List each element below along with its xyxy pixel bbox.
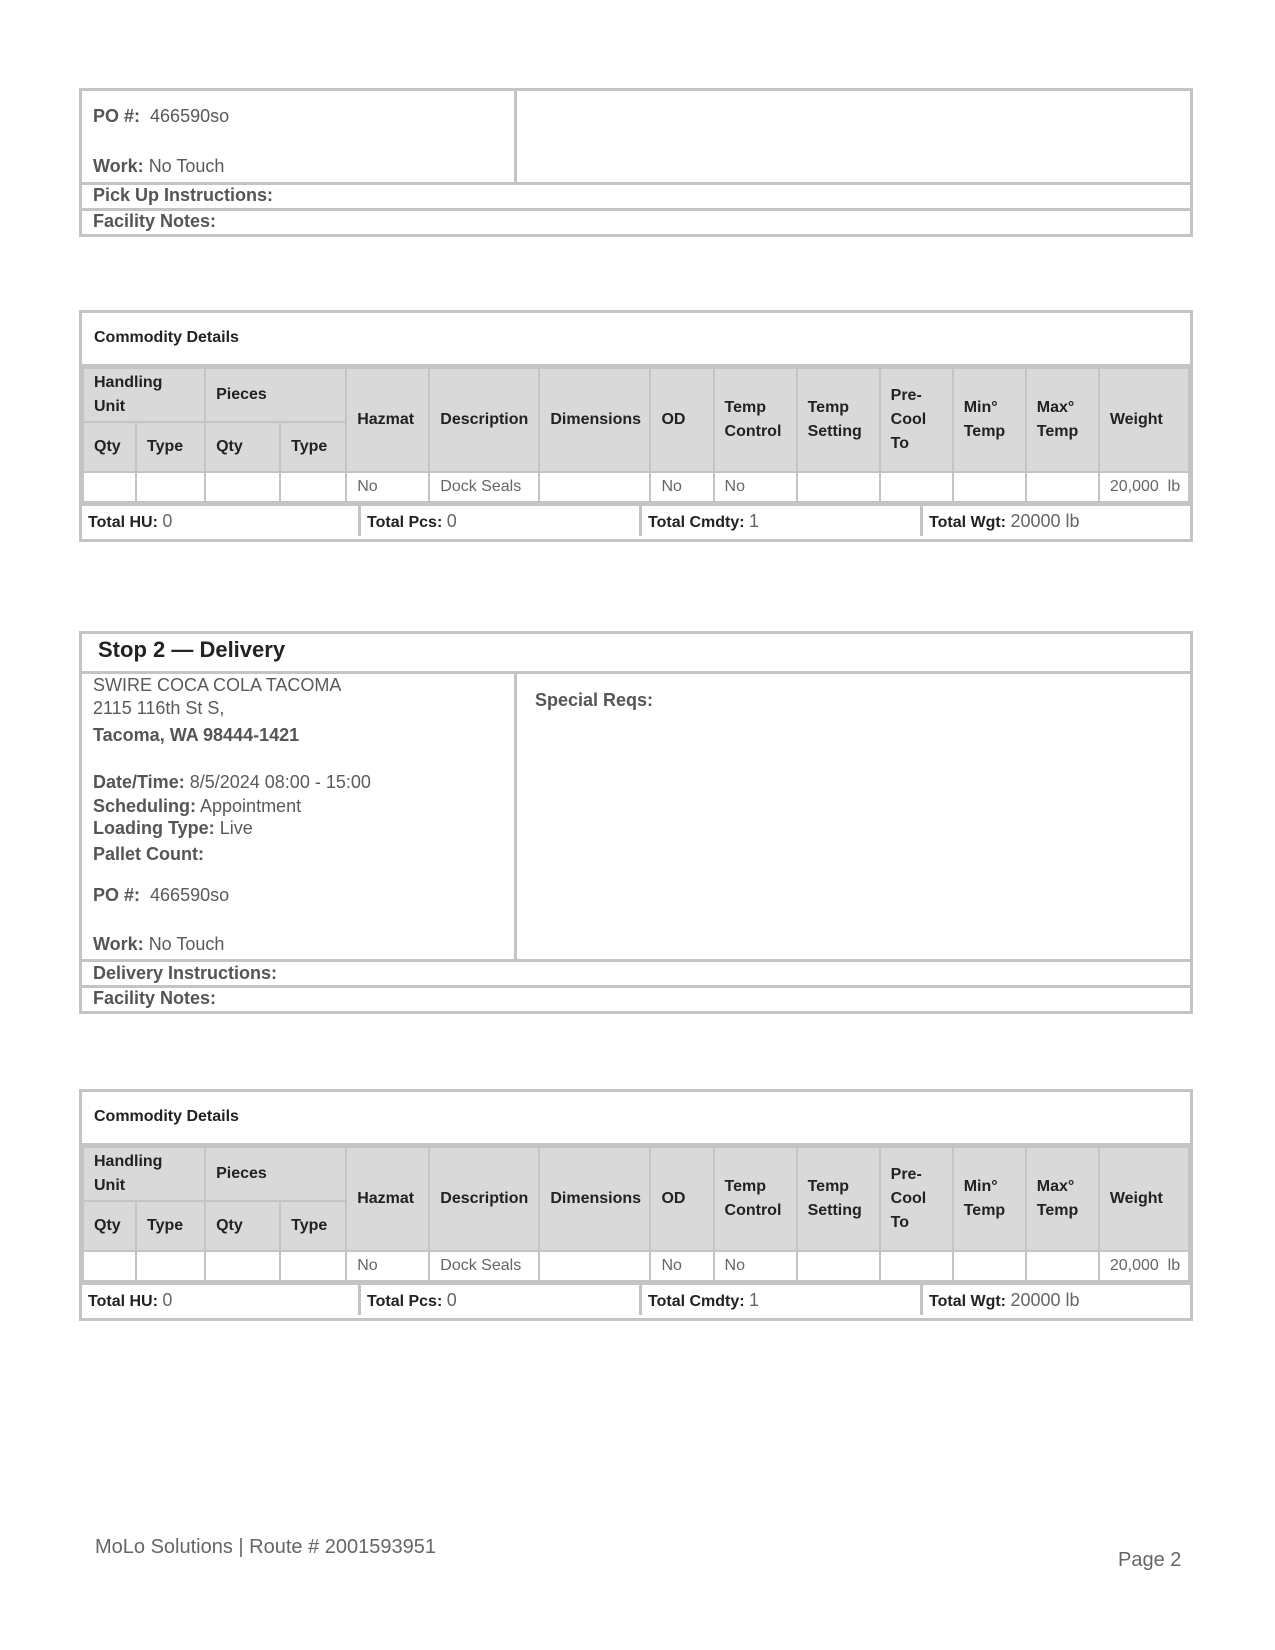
header-text: Max° [1036,399,1075,416]
cell-max-temp [1026,472,1099,502]
total-pcs-value: 0 [446,1290,457,1310]
header-hazmat: Hazmat [346,1147,429,1251]
header-text: Max° [1036,1178,1075,1195]
cell-temp-control: No [714,472,797,502]
header-text: Control [724,423,782,440]
header-text: Pre- [890,1166,922,1183]
header-temp-setting [797,1147,880,1251]
stop1-work [93,156,224,177]
cell-pc-qty [205,1251,280,1281]
scheduling-label: Scheduling: [93,796,196,816]
cell-dimensions [539,1251,650,1281]
stop2-address: 2115 116th St S, [93,698,225,718]
header-hu-qty: Qty [83,1201,136,1251]
total-cmdty-value: 1 [749,1290,760,1310]
cell-dimensions [539,472,650,502]
pickup-instructions-label: Pick Up Instructions: [93,185,274,205]
loading-label: Loading Type: [93,818,215,838]
total-cmdty-value: 1 [749,511,760,531]
header-text: To [890,435,909,452]
stop2-city-state-zip: Tacoma, WA 98444-1421 [93,725,300,745]
header-text: Cool [890,411,927,428]
cell-description: Dock Seals [429,472,539,502]
cell-pc-qty [205,472,280,502]
total-hu [82,1285,358,1315]
loading-value: Live [219,818,253,838]
cell-weight: 20,000 lb [1099,472,1189,502]
header-pieces: Pieces [205,368,346,422]
header-pc-type: Type [280,422,346,472]
total-wgt [920,1285,1190,1315]
header-hazmat: Hazmat [346,368,429,472]
special-reqs-label: Special Reqs: [535,690,654,710]
header-text: Control [724,1202,782,1219]
total-hu [82,506,358,536]
header-text: Temp [724,1178,766,1195]
total-pcs [358,506,639,536]
cell-hu-type [136,1251,205,1281]
total-wgt-label: Total Wgt: [929,1293,1007,1310]
cell-min-temp [953,472,1026,502]
header-text: Setting [807,1202,862,1219]
datetime-value: 8/5/2024 08:00 - 15:00 [189,772,371,792]
work-value: No Touch [148,156,225,176]
header-pc-qty: Qty [205,1201,280,1251]
stop2-title-divider [79,671,1193,674]
total-hu-value: 0 [162,511,173,531]
work-label: Work: [93,934,144,954]
header-text: Temp [963,423,1006,440]
header-text: Min° [963,399,998,416]
cell-hu-qty [83,472,136,502]
total-wgt-label: Total Wgt: [929,514,1007,531]
delivery-instructions-label: Delivery Instructions: [93,963,278,983]
total-wgt [920,506,1190,536]
header-text: Temp [1036,1202,1079,1219]
total-wgt-value: 20000 lb [1010,1290,1080,1310]
header-weight: Weight [1099,368,1189,472]
header-dimensions: Dimensions [539,368,650,472]
commodity-grid [82,367,1190,503]
commodity-table-2 [79,1089,1193,1321]
work-value: No Touch [148,934,225,954]
header-text: Temp [807,1178,850,1195]
header-max-temp [1026,368,1099,472]
cell-min-temp [953,1251,1026,1281]
stop1-divider-2 [79,208,1193,211]
total-cmdty-label: Total Cmdty: [648,514,745,531]
cell-precool [880,1251,953,1281]
total-pcs [358,1285,639,1315]
stop2-title: Stop 2 — Delivery [98,637,286,662]
facility-notes-label: Facility Notes: [93,988,217,1008]
cell-temp-setting [797,1251,880,1281]
header-weight: Weight [1099,1147,1189,1251]
facility-notes-label: Facility Notes: [93,211,217,231]
header-pc-qty: Qty [205,422,280,472]
header-handling-unit: Handling Unit [83,368,205,422]
header-text: Min° [963,1178,998,1195]
total-hu-label: Total HU: [88,514,158,531]
pallet-count-label: Pallet Count: [93,844,204,864]
commodity-table-1 [79,310,1193,542]
cell-hazmat: No [346,472,429,502]
header-precool [880,368,953,472]
cell-pc-type [280,1251,346,1281]
cell-precool [880,472,953,502]
po-value: 466590so [150,106,230,126]
stop2-scheduling [93,796,301,817]
cell-od: No [650,1251,713,1281]
po-value: 466590so [150,885,230,905]
stop2-column-divider [514,671,517,961]
header-description: Description [429,1147,539,1251]
header-pieces: Pieces [205,1147,346,1201]
header-text: Temp [1036,423,1079,440]
cell-description: Dock Seals [429,1251,539,1281]
po-label: PO #: [93,106,141,126]
cell-hazmat: No [346,1251,429,1281]
header-min-temp [953,368,1026,472]
cell-weight: 20,000 lb [1099,1251,1189,1281]
datetime-label: Date/Time: [93,772,185,792]
total-hu-value: 0 [162,1290,173,1310]
stop2-company: SWIRE COCA COLA TACOMA [93,675,342,695]
header-od: OD [650,368,713,472]
cell-hu-type [136,472,205,502]
stop2-work [93,934,224,955]
header-text: Setting [807,423,862,440]
total-wgt-value: 20000 lb [1010,511,1080,531]
cell-pc-type [280,472,346,502]
header-od: OD [650,1147,713,1251]
header-text: Temp [963,1202,1006,1219]
po-label: PO #: [93,885,141,905]
header-precool [880,1147,953,1251]
total-cmdty [639,506,920,536]
header-dimensions: Dimensions [539,1147,650,1251]
totals-row [82,503,1190,536]
page-number: Page 2 [1118,1549,1182,1571]
total-hu-label: Total HU: [88,1293,158,1310]
cell-temp-setting [797,472,880,502]
work-label: Work: [93,156,144,176]
scheduling-value: Appointment [200,796,302,816]
total-pcs-label: Total Pcs: [367,1293,443,1310]
header-hu-type: Type [136,422,205,472]
total-cmdty-label: Total Cmdty: [648,1293,745,1310]
cell-od: No [650,472,713,502]
stop1-column-divider [514,88,517,184]
commodity-details-title: Commodity Details [82,313,1190,367]
total-pcs-label: Total Pcs: [367,514,443,531]
header-handling-unit: Handling Unit [83,1147,205,1201]
totals-row [82,1282,1190,1315]
commodity-details-title: Commodity Details [82,1092,1190,1146]
header-text: Cool [890,1190,927,1207]
header-temp-control [714,368,797,472]
header-hu-type: Type [136,1201,205,1251]
stop2-divider-2 [79,985,1193,988]
table-row [83,472,1189,502]
stop2-po [93,885,229,906]
stop2-datetime [93,772,371,793]
header-min-temp [953,1147,1026,1251]
header-temp-setting [797,368,880,472]
stop1-info-box [79,88,1193,237]
cell-hu-qty [83,1251,136,1281]
header-hu-qty: Qty [83,422,136,472]
commodity-grid [82,1146,1190,1282]
header-max-temp [1026,1147,1099,1251]
total-cmdty [639,1285,920,1315]
header-text: Temp [807,399,850,416]
footer-route: MoLo Solutions | Route # 2001593951 [95,1536,437,1558]
header-text: Pre- [890,387,922,404]
header-pc-type: Type [280,1201,346,1251]
header-text: Temp [724,399,766,416]
stop2-loading [93,818,253,839]
cell-max-temp [1026,1251,1099,1281]
header-temp-control [714,1147,797,1251]
total-pcs-value: 0 [446,511,457,531]
header-description: Description [429,368,539,472]
cell-temp-control: No [714,1251,797,1281]
table-row [83,1251,1189,1281]
stop1-po [93,106,229,127]
header-text: To [890,1214,909,1231]
stop2-divider-1 [79,959,1193,962]
